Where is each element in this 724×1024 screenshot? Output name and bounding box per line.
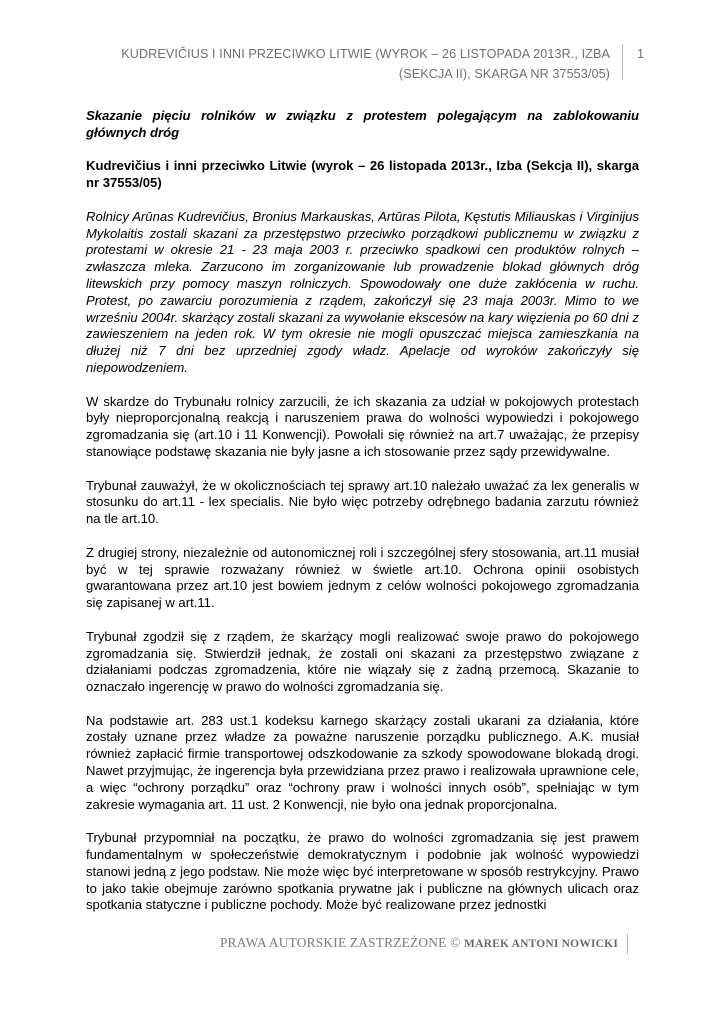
footer-divider	[627, 934, 628, 954]
body-paragraph: Na podstawie art. 283 ust.1 kodeksu karnego skarżący zostali ukarani za działania, które zostały uznane przez władze za poważne naruszenie porządku publicznego. A.K. musiał również zapłacić firmie transportowej odszkodowanie za szkody spowodowane blokadą drogi. Nawet przyjmując, że ingerencja była przewidziana przez prawo i realizowała uprawnione cele, a więc “ochrony porządku” oraz “ochrony praw i wolności innych osób”, spełniając w tym zakresie wymagania art. 11 ust. 2 Konwencji, nie było ona jednak proporcjonalna.	[86, 712, 639, 812]
page-number: 1	[636, 47, 644, 61]
body-paragraph: Z drugiej strony, niezależnie od autonomicznej roli i szczególnej sfery stosowania, art.11 musiał być w tej sprawie rozważany również w świetle art.10. Ochrona opinii osobistych gwarantowana przez art.10 jest bowiem jednym z celów wolności pokojowego zgromadzania się zapisanej w art.11.	[86, 544, 639, 611]
running-header-title: KUDREVIČIUS I INNI PRZECIWKO LITWIE (WYROK – 26 LISTOPADA 2013R., IZBA (SEKCJA II), SKARGA NR 37553/05)	[121, 47, 610, 81]
case-summary: Rolnicy Arūnas Kudrevičius, Bronius Markauskas, Artūras Pilota, Kęstutis Miliauskas i Virginijus Mykolaitis zostali skazani za przestępstwo przeciwko porządkowi publicznemu w związku z protestami w okresie 21 - 23 maja 2003 r. przeciwko spadkowi cen produktów rolnych – zwłaszcza mleka. Zarzucono im zorganizowanie lub prowadzenie blokad głównych dróg litewskich przy pomocy maszyn rolniczych. Spowodowały one duże zakłócenia w ruchu. Protest, po zawarciu porozumienia z rządem, zakończył się 23 maja 2003r. Mimo to we wrześniu 2004r. skarżący zostali skazani za wywołanie ekscesów na kary więzienia po 60 dni z zawieszeniem na jeden rok. W tym okresie nie mogli opuszczać miejsca zamieszkania na dłużej niż 7 dni bez uprzedniej zgody władz. Apelacje od wyroków zakończyły się niepowodzeniem.	[86, 208, 639, 375]
copyright-notice	[220, 934, 618, 953]
copyright-label: PRAWA AUTORSKIE ZASTRZEŻONE ©	[220, 935, 461, 950]
case-title: Kudrevičius i inni przeciwko Litwie (wyrok – 26 listopada 2013r., Izba (Sekcja II), skarga nr 37553/05)	[86, 158, 639, 191]
body-paragraph: Trybunał przypomniał na początku, że prawo do wolności zgromadzania się jest prawem fundamentalnym w społeczeństwie demokratycznym i podobnie jak wolność wypowiedzi stanowi jedną z jego podstaw. Nie może więc być interpretowane w sposób restrykcyjny. Prawo to jako takie obejmuje zarówno spotkania prywatne jak i publiczne na głównych ulicach oraz spotkania statyczne i publiczne pochody. Może być realizowane przez jednostki	[86, 830, 639, 913]
body-paragraph: W skardze do Trybunału rolnicy zarzucili, że ich skazania za udział w pokojowych protestach były nieproporcjonalną reakcją i naruszeniem prawa do wolności wypowiedzi i pokojowego zgromadzania się (art.10 i 11 Konwencji). Powołali się również na art.7 uważając, że przepisy stanowiące podstawę skazania nie były jasne a ich stosowanie przez sądy przewidywalne.	[86, 393, 639, 459]
page-header	[78, 44, 648, 80]
body-paragraph: Trybunał zauważył, że w okolicznościach tej sprawy art.10 należało uważać za lex generalis w stosunku do art.11 - lex specialis. Nie było więc potrzeby odrębnego badania zarzutu również na tle art.10.	[86, 477, 639, 527]
document-headline: Skazanie pięciu rolników w związku z protestem polegającym na zablokowaniu głównych dróg	[86, 108, 639, 140]
body-paragraph: Trybunał zgodził się z rządem, że skarżący mogli realizować swoje prawo do pokojowego zgromadzania się. Stwierdził jednak, że zostali oni skazani za przestępstwo związane z działaniami podczas zgromadzenia, które nie wiązały się z żadną przemocą. Skazanie to oznaczało ingerencję w prawo do wolności zgromadzania się.	[86, 628, 639, 695]
header-divider	[622, 44, 623, 80]
page-footer	[140, 934, 630, 954]
author-name: MAREK ANTONI NOWICKI	[464, 938, 618, 950]
document-body	[86, 108, 639, 931]
